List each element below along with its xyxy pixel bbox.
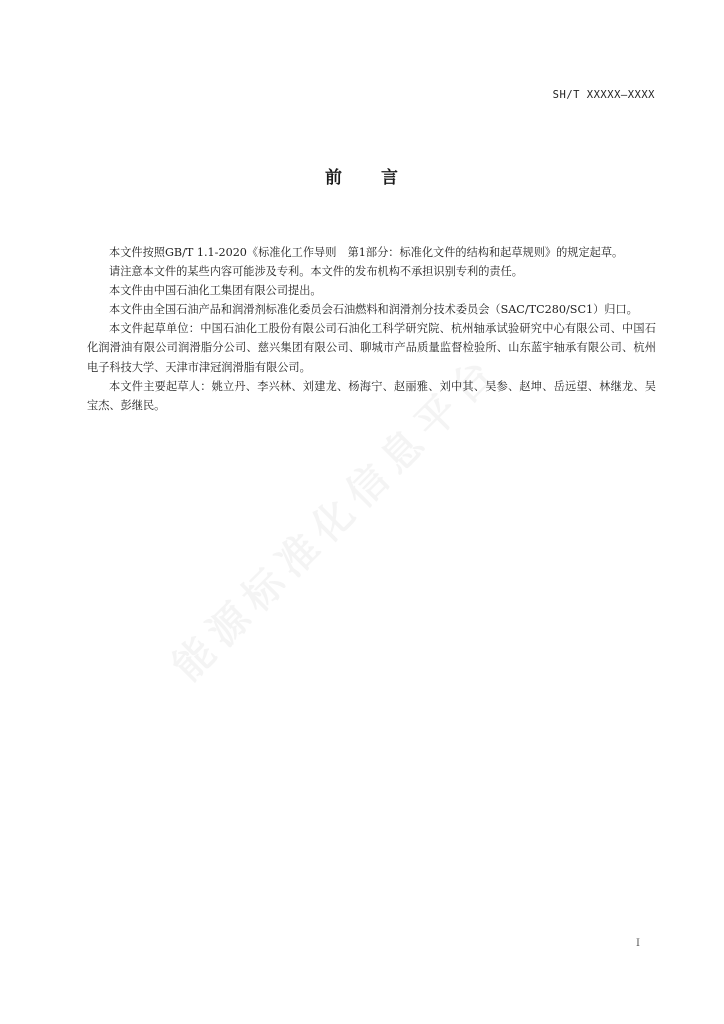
page-number: I — [636, 938, 640, 949]
document-code: SH/T XXXXX—XXXX — [552, 89, 655, 101]
paragraph-main-drafters: 本文件主要起草人：姚立丹、李兴林、刘建龙、杨海宁、赵丽雅、刘中其、吴参、赵坤、岳远望、林继龙、吴宝杰、彭继民。 — [87, 379, 656, 412]
paragraph-under-jurisdiction: 本文件由全国石油产品和润滑剂标准化委员会石油燃料和润滑剂分技术委员会（SAC/TC280/SC1）归口。 — [109, 303, 638, 317]
paragraph-proposed-by: 本文件由中国石油化工集团有限公司提出。 — [109, 284, 322, 298]
title-part-1: 前 — [325, 168, 343, 188]
paragraph-patent-notice: 请注意本文件的某些内容可能涉及专利。本文件的发布机构不承担识别专利的责任。 — [109, 265, 523, 279]
title-part-2: 言 — [381, 168, 399, 188]
foreword-body — [87, 243, 656, 415]
paragraph-drafting-rules: 本文件按照GB/T 1.1-2020《标准化工作导则 第1部分：标准化文件的结构和起草规则》的规定起草。 — [109, 246, 624, 259]
paragraph-drafting-organizations: 本文件起草单位：中国石油化工股份有限公司石油化工科学研究院、杭州轴承试验研究中心有限公司、中国石化润滑油有限公司润滑脂分公司、慈兴集团有限公司、聊城市产品质量监督检验所、山东蓝宇轴承有限公司、杭州电子科技大学、天津市津冠润滑脂有限公司。 — [87, 322, 656, 374]
page-title — [0, 163, 724, 188]
